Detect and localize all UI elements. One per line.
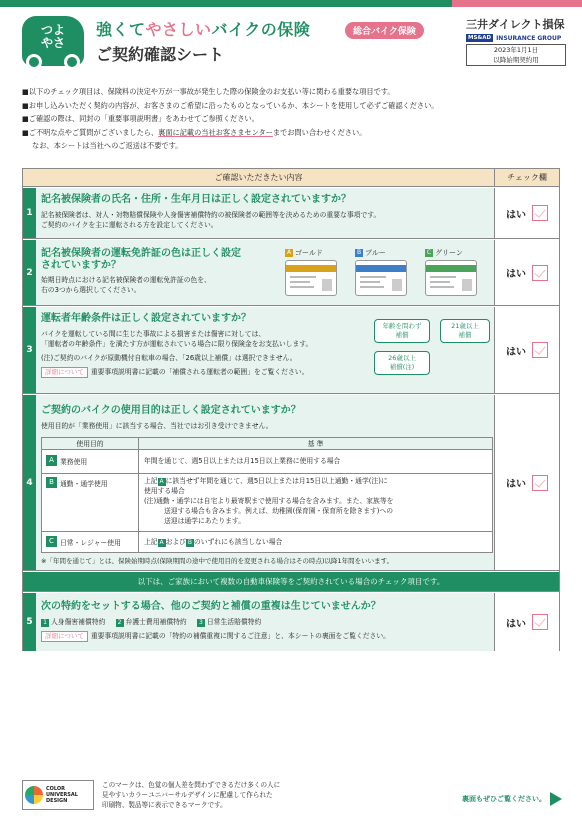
license-card-icon <box>425 260 477 296</box>
product-title: 強くてやさしいバイクの保険 <box>96 20 311 39</box>
check-row-2: 2 記名被保険者の運転免許証の色は正しく設定 されていますか？ 始期日時点における記名被保険者の運転免許証の色を、 右の3つから選択してください。 A ゴールド B ブルー C グリーン はい <box>23 240 559 306</box>
check-box-1[interactable] <box>532 205 548 221</box>
usage-purpose-table: 使用目的 基 準 A 業務使用 年間を通じて、週5日以上または月15日以上業務に使用する場合 B 通勤・通学使用 上記 A に該当せず年間を通じて、週5日以上または月15日以上通勤・通学(注)に 使用する場合 (注)通勤・通学には自宅より最寄駅まで使用する場合を含みます。また、家族等を 送迎する場合も含みます。例えば、幼稚園(保育園・保育所を除きます)への 送迎は通学にあたります。 C 日常・レジャー使用 上記 A および B のいずれにも該当しない場合 <box>41 437 493 553</box>
cud-mark-icon: COLOR UNIVERSAL DESIGN <box>22 780 94 810</box>
check-row-1: 1 記名被保険者の氏名・住所・生年月日は正しく設定されていますか？ 記名被保険者は、対人・対物賠償保険や人身傷害補償特約の被保険者の範囲等を決めるための重要な事項です。 ご契約のバイクを主に運転される方を設定してください。 はい <box>23 188 559 239</box>
details-tag: 詳細について <box>41 367 88 378</box>
effective-date-box: 2023年1月1日 以降始期契約用 <box>466 44 566 66</box>
customer-center-link[interactable]: 裏面に記載の当社お客さまセンター <box>158 127 273 137</box>
page-title: ご契約確認シート <box>96 45 225 64</box>
purpose-leisure: C 日常・レジャー使用 <box>46 536 121 547</box>
age-option-21: 21歳以上 補償 <box>440 319 490 343</box>
check-row-5: 5 次の特約をセットする場合、他のご契約と補償の重複は生じていませんか？ 1 人身傷害補償特約 2 弁護士費用補償特約 3 日常生活賠償特約 詳細について 重要事項説明書に記載の「特約の補償重複に関するご注意」と、本シートの裏面をご覧ください。 はい <box>23 593 559 651</box>
check-box-3[interactable] <box>532 342 548 358</box>
license-blue: B ブルー <box>355 248 411 296</box>
check-row-3: 3 運転者年齢条件は正しく設定されていますか？ バイクを運転している間に生じた事故による損害または傷害に対しては、 「運転者の年齢条件」を満たす方が運転されている場合に限り保険金をお支払いします。 (注)ご契約のバイクが原動機付自転車の場合、「26歳以上補償」は選択できません。 詳細について 重要事項説明書に記載の「補償される運転者の範囲」をご覧ください。 年齢を問わず 補償 21歳以上 補償 26歳以上 補償(注) はい <box>23 307 559 394</box>
bike-logo-icon: つよ やさ <box>22 16 84 66</box>
family-section-header: 以下は、ご家族において複数の自動車保険等をご契約されている場合のチェック項目です。 <box>23 572 559 592</box>
check-box-5[interactable] <box>532 614 548 630</box>
license-card-icon <box>355 260 407 296</box>
checklist-table <box>22 168 560 651</box>
footer <box>22 780 562 814</box>
license-card-icon <box>285 260 337 296</box>
purpose-business: A 業務使用 <box>46 455 87 466</box>
top-color-bar <box>0 0 582 7</box>
purpose-commute: B 通勤・通学使用 <box>46 477 108 488</box>
check-box-2[interactable] <box>532 265 548 281</box>
details-tag: 詳細について <box>41 631 88 642</box>
arrow-right-icon <box>550 792 562 806</box>
brand-logo: 三井ダイレクト損保 MS&AD INSURANCE GROUP <box>466 18 565 42</box>
license-gold: A ゴールド <box>285 248 341 296</box>
check-box-4[interactable] <box>532 475 548 491</box>
age-option-26: 26歳以上 補償(注) <box>374 351 430 375</box>
table-header: ご確認いただきたい内容 チェック欄 <box>23 169 559 187</box>
cud-note: このマークは、色覚の個人差を問わずできるだけ多くの人に 見やすいカラーユニバーサルデザインに配慮して作られた 印刷物、製品等に表示できるマークです。 <box>102 781 281 809</box>
license-green: C グリーン <box>425 248 481 296</box>
product-badge: 総合バイク保険 <box>345 22 424 39</box>
check-row-4: 4 ご契約のバイクの使用目的は正しく設定されていますか？ 使用目的が「業務使用」に該当する場合、当社ではお引き受けできません。 使用目的 基 準 A 業務使用 年間を通じて、週5日以上または月15日以上業務に使用する場合 B 通勤・通学使用 上記 A に該当せず年間を通じて、週5日以上または月15日以上通勤・通学(注)に 使用する場合 (注)通勤・通学には自宅より最寄駅まで使用する場合を含みます。また、家族等を 送迎する場合も含みます。例えば、幼稚園(保育園・保育所を除きます)への 送迎は通学にあたります。 C 日常・レジャー使用 上記 A および B のいずれにも該当しない場合 ※「年間を通じて」とは、保険始期時点(保険期間の途中で使用目的を変更される場合はその時点)以降1年間をいいます。 はい <box>23 395 559 571</box>
see-back-notice: 裏面もぜひご覧ください。 <box>462 792 562 806</box>
age-option-any: 年齢を問わず 補償 <box>374 319 430 343</box>
intro-notes: ■以下のチェック項目は、保険料の決定や万が一事故が発生した際の保険金のお支払い等に関わる重要な項目です。 ■お申し込みいただく契約の内容が、お客さまのご希望に沿ったものとなっているか、本シートを使用して必ずご確認ください。 ■ご確認の際は、同封の「重要事項説明書」をあわせてご参照ください。 ■ご不明な点やご質問がございましたら、裏面に記載の当社お客さまセンターまでお問い合わせください。 なお、本シートは当社へのご返送は不要です。 <box>22 87 439 150</box>
